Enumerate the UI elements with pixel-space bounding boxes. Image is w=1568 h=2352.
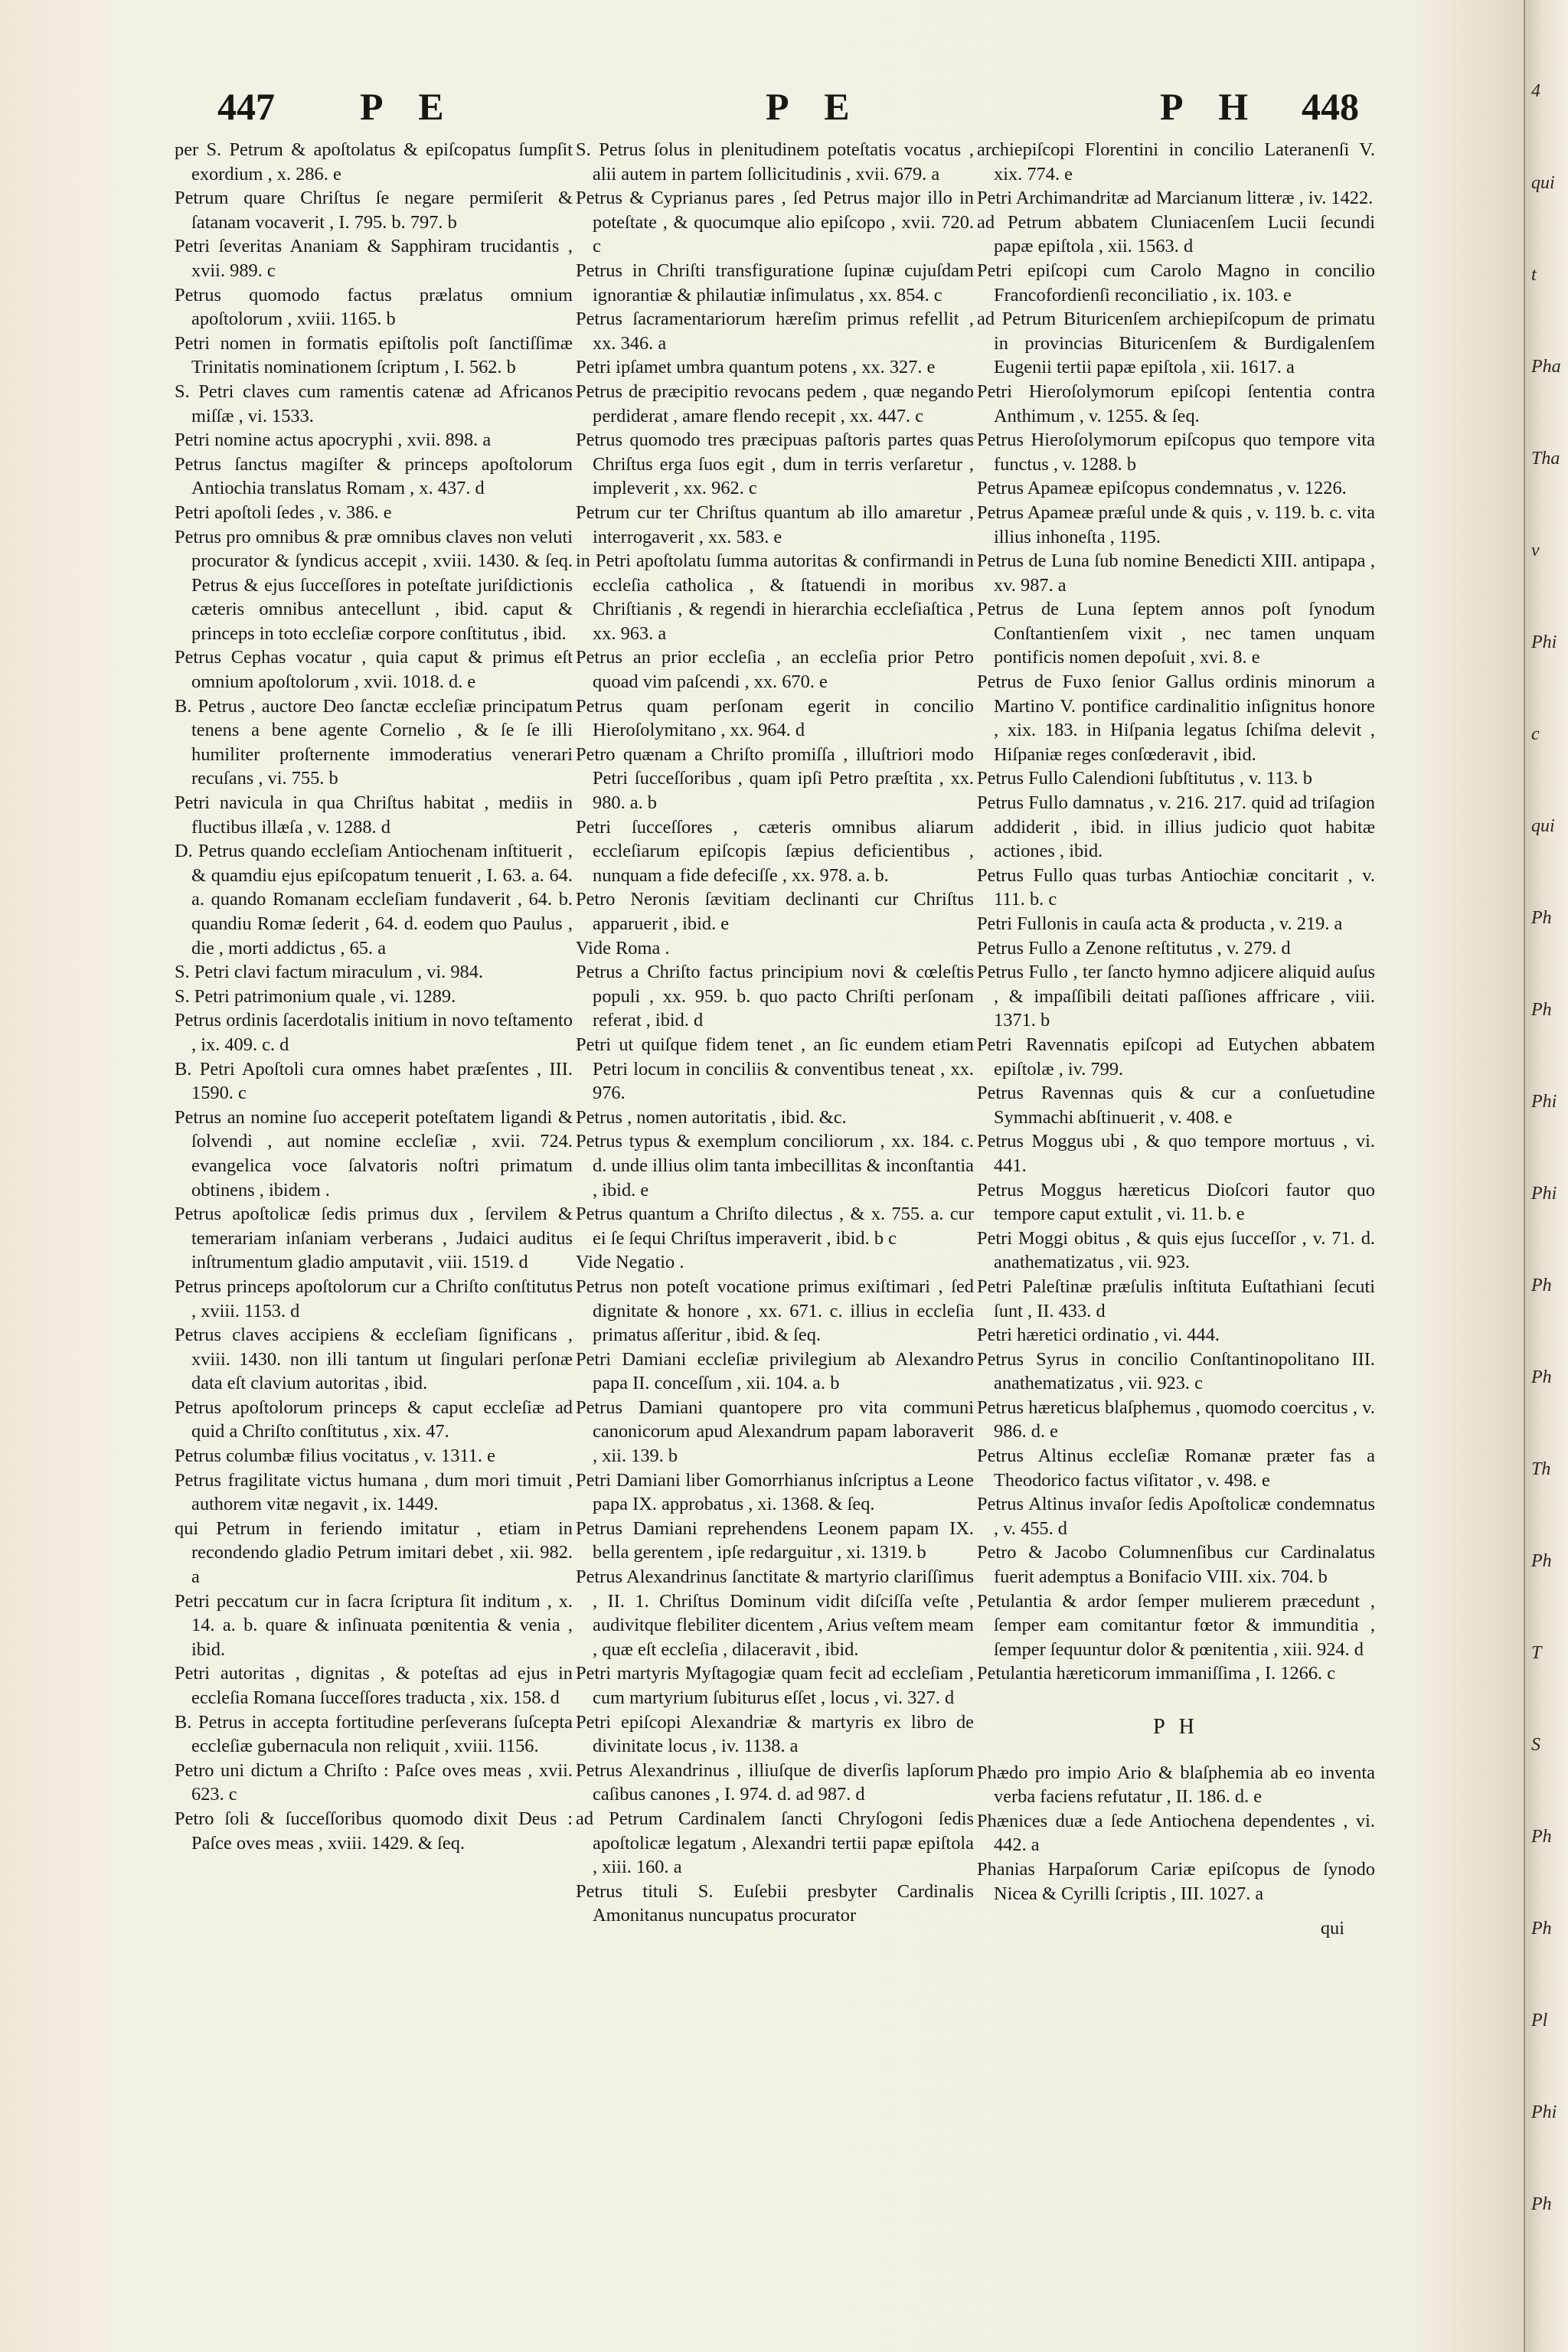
- adjacent-page-fragment: T: [1531, 1643, 1542, 1663]
- index-entry: Petrus princeps apoſtolorum cur a Chriſto conſtitutus , xviii. 1153. d: [175, 1276, 573, 1321]
- index-entry: Petrus de præcipitio revocans pedem , quæ negando perdiderat , amare flendo recepit , xx. 447. c: [576, 381, 974, 426]
- index-entry: Petrum quare Chriſtus ſe negare permiſerit & ſatanam vocaverit , I. 795. b. 797. b: [175, 188, 573, 233]
- index-entry: Petrus apoſtolorum princeps & caput eccleſiæ ad quid a Chriſto conſtitutus , xix. 47.: [175, 1396, 573, 1442]
- adjacent-page-fragment: Ph: [1531, 1367, 1552, 1387]
- index-entry: Petrus Fullo , ter ſancto hymno adjicere aliquid auſus , & impaſſibili deitati paſſiones affricare , viii. 1371. b: [977, 962, 1375, 1031]
- index-entry: S. Petri patrimonium quale , vi. 1289.: [175, 985, 456, 1007]
- index-entry: Petri Paleſtinæ præſulis inſtituta Euſtathiani ſecuti ſunt , II. 433. d: [977, 1276, 1375, 1321]
- index-entry: Petro & Jacobo Columnenſibus cur Cardinalatus fuerit ademptus a Bonifacio VIII. xix. 704. b: [977, 1542, 1375, 1588]
- adjacent-page-fragment: Tha: [1531, 449, 1560, 469]
- index-entry: Petrus pro omnibus & præ omnibus claves non veluti procurator & ſyndicus accepit , xviii. 1430. & ſeq. Petrus & ejus ſucceſſores in poteſtate juriſdictionis cæteris omnibus antecellunt , ibid. caput & princeps in toto eccleſiæ corpore conſtitutus , ibid.: [175, 526, 573, 644]
- index-entry: Petrus tituli S. Euſebii presbyter Cardinalis Amonitanus nuncupatus procurator: [576, 1880, 974, 1926]
- index-entry: Petrus fragilitate victus humana , dum mori timuit , authorem vitæ negavit , ix. 1449.: [175, 1469, 573, 1515]
- index-entry: Petrus Alexandrinus ſanctitate & martyrio clariſſimus , II. 1. Chriſtus Dominum vidit diſciſſa veſte , audivitque flebiliter dicentem , Arius veſtem meam , quæ eſt eccleſia , dilaceravit , ibid.: [576, 1566, 974, 1660]
- index-entry: Petri ſucceſſores , cæteris omnibus aliarum eccleſiarum epiſcopis ſæpius deficientibus , nunquam a fide defeciſſe , xx. 978. a. b.: [576, 816, 974, 886]
- index-entry: Petrus Hieroſolymorum epiſcopus quo tempore vita functus , v. 1288. b: [977, 430, 1375, 475]
- index-entry: Petrus Moggus hæreticus Dioſcori fautor quo tempore caput extulit , vi. 11. b. e: [977, 1179, 1375, 1225]
- index-entry: Petrus Cephas vocatur , quia caput & primus eſt omnium apoſtolorum , xvii. 1018. d. e: [175, 647, 573, 693]
- index-column-2: [576, 138, 974, 1928]
- index-entry: ad Petrum Cardinalem ſancti Chryſogoni ſedis apoſtolicæ legatum , Alexandri tertii papæ epiſtola , xiii. 160. a: [576, 1808, 974, 1878]
- adjacent-page-fragment: v: [1531, 541, 1540, 560]
- index-entry: Petri apoſtoli ſedes , v. 386. e: [175, 501, 392, 523]
- adjacent-page-fragment: qui: [1531, 173, 1555, 193]
- page-number-left: 447: [217, 85, 275, 128]
- adjacent-page-fragment: Ph: [1531, 1827, 1552, 1847]
- index-entry: B. Petri Apoſtoli cura omnes habet præſentes , III. 1590. c: [175, 1058, 573, 1104]
- index-entry: Petrus , nomen autoritatis , ibid. &c.: [576, 1106, 847, 1128]
- index-entry: Petrus apoſtolicæ ſedis primus dux , ſervilem & temerariam inſaniam verberans , Judaici auditus inſtrumentum gladio amputavit , viii. 1519. d: [175, 1204, 573, 1273]
- adjacent-page-fragment: Pha: [1531, 357, 1561, 377]
- index-entry: Petrus quam perſonam egerit in concilio Hieroſolymitano , xx. 964. d: [576, 695, 974, 741]
- index-entry: archiepiſcopi Florentini in concilio Lateranenſi V. xix. 774. e: [977, 139, 1375, 185]
- index-entry: Petri martyris Myſtagogiæ quam fecit ad eccleſiam , cum martyrium ſubiturus eſſet , locus , vi. 327. d: [576, 1663, 974, 1708]
- index-entry: Petrus claves accipiens & eccleſiam ſignificans , xviii. 1430. non illi tantum ut ſingulari perſonæ data eſt clavium autoritas , ibid.: [175, 1325, 573, 1394]
- index-entry: Petri nomine actus apocryphi , xvii. 898. a: [175, 430, 492, 451]
- adjacent-page-fragment: t: [1531, 265, 1537, 285]
- index-entry: Phænices duæ a ſede Antiochena dependentes , vi. 442. a: [977, 1810, 1375, 1856]
- index-entry: Petrus a Chriſto factus principium novi & cœleſtis populi , xx. 959. b. quo pacto Chriſti perſonam referat , ibid. d: [576, 962, 974, 1031]
- index-entry: per S. Petrum & apoſtolatus & epiſcopatus ſumpſit exordium , x. 286. e: [175, 139, 573, 185]
- index-column-3-entries: [977, 138, 1375, 1686]
- index-entry: S. Petrus ſolus in plenitudinem poteſtatis vocatus , alii autem in partem ſollicitudinis , xvii. 679. a: [576, 139, 974, 185]
- adjacent-page-fragment: Ph: [1531, 908, 1552, 928]
- index-entry: B. Petrus in accepta fortitudine perſeverans ſuſcepta eccleſiæ gubernacula non reliquit , xviii. 1156.: [175, 1711, 573, 1757]
- index-entry: Petrus Altinus invaſor ſedis Apoſtolicæ condemnatus , v. 455. d: [977, 1494, 1375, 1539]
- index-entry: Petrus Damiani quantopere pro vita communi canonicorum apud Alexandrum papam laboraverit , xii. 139. b: [576, 1396, 974, 1467]
- index-entry: Petro Neronis ſævitiam declinanti cur Chriſtus apparuerit , ibid. e: [576, 889, 974, 934]
- index-entry: Petrus Fullo a Zenone reſtitutus , v. 279. d: [977, 937, 1291, 959]
- index-entry: Petri peccatum cur in ſacra ſcriptura ſit inditum , x. 14. a. b. quare & inſinuata pœnitentia & venia , ibid.: [175, 1590, 573, 1660]
- index-entry: Petrus typus & exemplum conciliorum , xx. 184. c. d. unde illius olim tanta imbecillitas & inconſtantia , ibid. e: [576, 1131, 974, 1200]
- index-column-1: [175, 138, 573, 1855]
- index-entry: Petri Damiani eccleſiæ privilegium ab Alexandro papa II. conceſſum , xii. 104. a. b: [576, 1348, 974, 1394]
- adjacent-page-fragment: Phi: [1531, 1184, 1557, 1204]
- index-entry: qui Petrum in feriendo imitatur , etiam in recondendo gladio Petrum imitari debet , xii. 982. a: [175, 1517, 573, 1588]
- index-entry: Petri hæretici ordinatio , vi. 444.: [977, 1325, 1220, 1346]
- index-entry: Petri Ravennatis epiſcopi ad Eutychen abbatem epiſtolæ , iv. 799.: [977, 1034, 1375, 1080]
- index-entry: Petrus Fullo Calendioni ſubſtitutus , v. 113. b: [977, 768, 1312, 789]
- section-heading-ph: P H: [1153, 1715, 1199, 1739]
- index-entry: Petri Hieroſolymorum epiſcopi ſententia contra Anthimum , v. 1255. & ſeq.: [977, 381, 1375, 426]
- adjacent-page-fragment: Phi: [1531, 632, 1557, 652]
- index-entry: Petri epiſcopi Alexandriæ & martyris ex libro de divinitate locus , iv. 1138. a: [576, 1711, 974, 1757]
- running-head-left: P E: [360, 85, 458, 128]
- adjacent-page-fragment: Phi: [1531, 1092, 1557, 1112]
- index-entry: Petri nomen in formatis epiſtolis poſt ſanctiſſimæ Trinitatis nominationem ſcriptum , I. 562. b: [175, 332, 573, 378]
- index-entry: ad Petrum Bituricenſem archiepiſcopum de primatu in provincias Bituricenſem & Burdigalenſem Eugenii tertii papæ epiſtola , xii. 1617. a: [977, 309, 1375, 378]
- index-entry: Petrus de Luna ſub nomine Benedicti XIII. antipapa , xv. 987. a: [977, 550, 1375, 596]
- index-entry: Petrus columbæ filius vocitatus , v. 1311. e: [175, 1446, 495, 1467]
- index-entry: Petrus de Fuxo ſenior Gallus ordinis minorum a Martino V. pontifice cardinalitio inſignitus honore , xix. 183. in Hiſpania legatus ſchiſma delevit , Hiſpaniæ reges conſœderavit , ibid.: [977, 671, 1375, 765]
- index-column-3: [977, 138, 1375, 1941]
- index-entry: Petrus quomodo tres præcipuas paſtoris partes quas Chriſtus erga ſuos egit , dum in terris verſaretur , impleverit , xx. 962. c: [576, 430, 974, 499]
- index-entry: Petri ut quiſque fidem tenet , an ſic eundem etiam Petri locum in conciliis & conventibus teneat , xx. 976.: [576, 1034, 974, 1104]
- index-entry: Petrus Damiani reprehendens Leonem papam IX. bella gerentem , ipſe redarguitur , xi. 1319. b: [576, 1517, 974, 1563]
- running-head-middle: P E: [766, 85, 864, 128]
- adjacent-page-fragment: 4: [1531, 81, 1540, 101]
- adjacent-page-fragment: Ph: [1531, 1551, 1552, 1571]
- adjacent-page-fragment: Ph: [1531, 1919, 1552, 1939]
- adjacent-page-fragment: Ph: [1531, 1276, 1552, 1295]
- index-entry: Petro quænam a Chriſto promiſſa , illuſtriori modo Petri ſucceſſoribus , quam ipſi Petro præſtita , xx. 980. a. b: [576, 743, 974, 814]
- index-entry: Petrus Apameæ epiſcopus condemnatus , v. 1226.: [977, 478, 1347, 499]
- index-entry: Petrus Alexandrinus , illiuſque de diverſis lapſorum caſibus canones , I. 974. d. ad 987. d: [576, 1759, 974, 1805]
- index-entry: Petrus quomodo factus prælatus omnium apoſtolorum , xviii. 1165. b: [175, 284, 573, 330]
- index-entry: Petri autoritas , dignitas , & poteſtas ad ejus in eccleſia Romana ſucceſſores traducta , xix. 158. d: [175, 1663, 573, 1708]
- index-entry: Petulantia hæreticorum immaniſſima , I. 1266. c: [977, 1663, 1336, 1684]
- index-entry: Petri Fullonis in cauſa acta & producta , v. 219. a: [977, 913, 1343, 934]
- index-entry: Petrus Fullo damnatus , v. 216. 217. quid ad triſagion addiderit , ibid. in illius judicio quot habitæ actiones , ibid.: [977, 792, 1375, 862]
- running-head-right: P H: [1160, 85, 1263, 128]
- index-entry: B. Petrus , auctore Deo ſanctæ eccleſiæ principatum tenens a bene agente Cornelio , & ſe ſe illi humiliter proſternente immoderatius venerari recuſans , vi. 755. b: [175, 695, 573, 789]
- index-entry: Petri ipſamet umbra quantum potens , xx. 327. e: [576, 357, 936, 378]
- adjacent-page-fragment: Pl: [1531, 2011, 1548, 2030]
- index-entry: Petri Damiani liber Gomorrhianus inſcriptus a Leone papa IX. approbatus , xi. 1368. & ſeq.: [576, 1469, 974, 1515]
- index-entry: Vide Negatio .: [576, 1252, 684, 1273]
- index-entry: Petrus Moggus ubi , & quo tempore mortuus , vi. 441.: [977, 1131, 1375, 1176]
- index-entry: Petrus non poteſt vocatione primus exiſtimari , ſed dignitate & honore , xx. 671. c. illius in eccleſia primatus aſſeritur , ibid. & ſeq.: [576, 1276, 974, 1346]
- index-entry: Petrus an prior eccleſia , an eccleſia prior Petro quoad vim paſcendi , xx. 670. e: [576, 647, 974, 693]
- index-column-3-ph-entries: [977, 1761, 1375, 1906]
- index-entry: Petrus an nomine ſuo acceperit poteſtatem ligandi & ſolvendi , aut nomine eccleſiæ , xvii. 724. evangelica voce ſalvatoris noſtri primatum obtinens , ibidem .: [175, 1106, 573, 1200]
- page-number-right: 448: [1302, 85, 1359, 128]
- index-entry: Petrus de Luna ſeptem annos poſt ſynodum Conſtantienſem vixit , nec tamen unquam pontificis nomen depoſuit , xvi. 8. e: [977, 599, 1375, 668]
- index-entry: Petrus Fullo quas turbas Antiochiæ concitarit , v. 111. b. c: [977, 864, 1375, 910]
- index-entry: Petrus ſacramentariorum hæreſim primus refellit , xx. 346. a: [576, 309, 974, 354]
- index-entry: Petri Archimandritæ ad Marcianum litteræ , iv. 1422.: [977, 188, 1374, 209]
- index-entry: Petri navicula in qua Chriſtus habitat , mediis in fluctibus illæſa , v. 1288. d: [175, 792, 573, 838]
- adjacent-page-fragment: S: [1531, 1735, 1540, 1755]
- index-entry: Petro uni dictum a Chriſto : Paſce oves meas , xvii. 623. c: [175, 1759, 573, 1805]
- index-entry: Petrus ordinis ſacerdotalis initium in novo teſtamento , ix. 409. c. d: [175, 1010, 573, 1055]
- index-entry: Petri ſeveritas Ananiam & Sapphiram trucidantis , xvii. 989. c: [175, 236, 573, 281]
- index-entry: Petulantia & ardor ſemper mulierem præcedunt , ſemper eam comitantur fœtor & immunditia , ſemper ſequuntur dolor & pœnitentia , xiii. 924. d: [977, 1590, 1375, 1660]
- index-entry: Petrus Syrus in concilio Conſtantinopolitano III. anathematizatus , vii. 923. c: [977, 1348, 1375, 1394]
- index-entry: Vide Roma .: [576, 937, 670, 959]
- index-entry: Petrus Apameæ præſul unde & quis , v. 119. b. c. vita illius inhoneſta , 1195.: [977, 501, 1375, 547]
- adjacent-page-fragment: Ph: [1531, 1000, 1552, 1020]
- index-entry: Petrum cur ter Chriſtus quantum ab illo amaretur , interrogaverit , xx. 583. e: [576, 501, 974, 547]
- index-entry: in Petri apoſtolatu ſumma autoritas & confirmandi in eccleſia catholica , & ſtatuendi in moribus Chriſtianis , & regendi in hierarchia eccleſiaſtica , xx. 963. a: [576, 550, 974, 644]
- index-entry: S. Petri clavi factum miraculum , vi. 984.: [175, 962, 484, 983]
- index-entry: Petro ſoli & ſucceſſoribus quomodo dixit Deus : Paſce oves meas , xviii. 1429. & ſeq.: [175, 1808, 573, 1854]
- index-entry: S. Petri claves cum ramentis catenæ ad Africanos miſſæ , vi. 1533.: [175, 381, 573, 426]
- index-entry: Petrus ſanctus magiſter & princeps apoſtolorum Antiochia translatus Romam , x. 437. d: [175, 453, 573, 499]
- index-entry: D. Petrus quando eccleſiam Antiochenam inſtituerit , & quamdiu ejus epiſcopatum tenuerit , I. 63. a. 64. a. quando Romanam eccleſiam fundaverit , 64. b. quandiu Romæ ſederit , 64. d. eodem quo Paulus , die , morti addictus , 65. a: [175, 841, 573, 959]
- adjacent-page-fragment: c: [1531, 724, 1540, 744]
- catchword: qui: [1320, 1918, 1344, 1939]
- index-entry: Petri epiſcopi cum Carolo Magno in concilio Francofordienſi reconciliatio , ix. 103. e: [977, 260, 1375, 305]
- adjacent-page-fragment: Th: [1531, 1459, 1551, 1479]
- index-entry: Petrus Altinus eccleſiæ Romanæ præter fas a Theodorico factus viſitator , v. 498. e: [977, 1446, 1375, 1491]
- index-entry: Petrus Ravennas quis & cur a conſuetudine Symmachi abſtinuerit , v. 408. e: [977, 1083, 1375, 1128]
- index-entry: Petrus & Cyprianus pares , ſed Petrus major illo in poteſtate , & quocumque alio epiſcopo , xvii. 720. c: [576, 188, 974, 257]
- index-entry: Petri Moggi obitus , & quis ejus ſucceſſor , v. 71. d. anathematizatus , vii. 923.: [977, 1227, 1375, 1273]
- index-entry: ad Petrum abbatem Cluniacenſem Lucii ſecundi papæ epiſtola , xii. 1563. d: [977, 211, 1375, 257]
- index-entry: Phædo pro impio Ario & blaſphemia ab eo inventa verba faciens refutatur , II. 186. d. e: [977, 1762, 1375, 1808]
- index-entry: Petrus in Chriſti transfiguratione ſupinæ cujuſdam ignorantiæ & philautiæ inſimulatus , xx. 854. c: [576, 260, 974, 305]
- index-entry: Petrus quantum a Chriſto dilectus , & x. 755. a. cur ei ſe ſequi Chriſtus imperaverit , ibid. b c: [576, 1204, 974, 1249]
- adjacent-page-fragment: Ph: [1531, 2194, 1552, 2214]
- adjacent-page-fragment: Phi: [1531, 2102, 1557, 2122]
- index-entry: Petrus hæreticus blaſphemus , quomodo coercitus , v. 986. d. e: [977, 1396, 1375, 1442]
- adjacent-page-fragment: qui: [1531, 816, 1555, 836]
- index-entry: Phanias Harpaſorum Cariæ epiſcopus de ſynodo Nicea & Cyrilli ſcriptis , III. 1027. a: [977, 1858, 1375, 1904]
